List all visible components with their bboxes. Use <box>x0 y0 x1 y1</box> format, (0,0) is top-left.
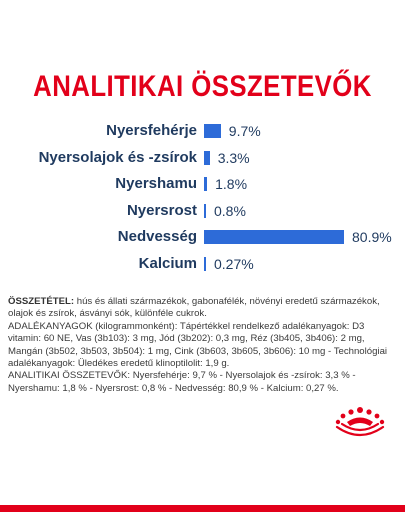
bar-value-label: 0.8% <box>214 202 246 219</box>
bar-label: Nyershamu <box>115 175 197 192</box>
bar <box>204 230 344 244</box>
bar-value-label: 9.7% <box>228 123 261 139</box>
bar-value-label: 0.27% <box>214 255 254 272</box>
bar-label: Nyersrost <box>126 201 197 219</box>
page-title: ANALITIKAI ÖSSZETEVŐK <box>33 70 372 103</box>
bar-label: Nyersolajok és -zsírok <box>38 148 197 166</box>
bar-value-label: 3.3% <box>217 149 250 166</box>
bar <box>204 151 210 165</box>
analytical-bar-chart <box>0 118 405 278</box>
bar-label: Nedvesség <box>117 228 197 245</box>
composition-text: hús és állati származékok, gabonafélék, növényi eredetű származékok, olajok és zsírok, ásványi sók, különféle cukrok. <box>8 296 380 320</box>
composition-paragraph <box>8 296 400 321</box>
bar-value-label: 1.8% <box>215 176 248 192</box>
bottom-red-rule <box>0 505 405 512</box>
ingredients-text <box>8 296 400 395</box>
bar-value-label: 80.9% <box>352 229 392 245</box>
bar-label: Kalcium <box>138 254 197 272</box>
analytical-paragraph: ANALITIKAI ÖSSZETEVŐK: Nyersfehérje: 9,7 % - Nyersolajok és -zsírok: 3,3 % - Nyershamu: 1,8 % - Nyersrost: 0,8 % - Nedvesség: 80,9 % - Kalcium: 0,27 %. <box>8 370 356 394</box>
bar <box>204 124 221 138</box>
additives-paragraph: ADALÉKANYAGOK (kilogrammonként): Tápértékkel rendelkező adalékanyagok: D3 vitamin: 60 NE, Vas (3b103): 3 mg, Jód (3b202): 0,3 mg, Réz (3b405, 3b406): 2 mg, Mangán (3b502, 3b503, 3b504): 1 mg, Cink (3b603, 3b605, 3b606): 10 mg - Technológiai adalékanyagok: Üledékes eredetű klinoptilolit: 1,9 g. <box>8 320 388 370</box>
composition-label: ÖSSZETÉTEL: <box>8 296 75 307</box>
royal-canin-crown-logo <box>329 403 391 443</box>
bar <box>204 177 207 191</box>
bar-label: Nyersfehérje <box>106 122 197 139</box>
bar <box>204 204 206 218</box>
bar <box>204 257 206 271</box>
